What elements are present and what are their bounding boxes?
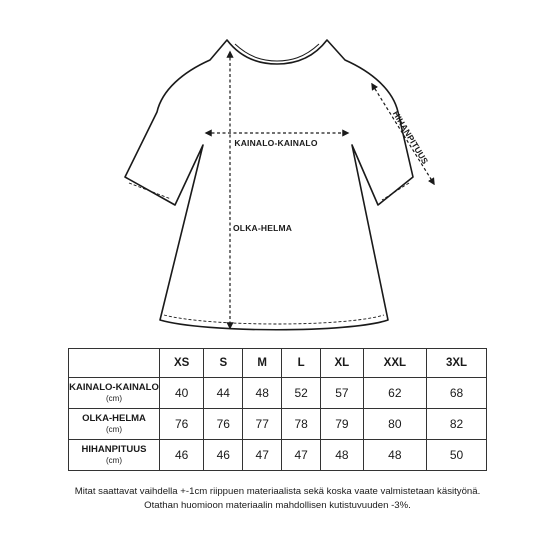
size-header: XL [321,349,364,378]
sleeve-label: HIHANPITUUS [390,109,431,166]
row-unit: (cm) [106,424,122,434]
size-header: XXL [363,349,426,378]
row-unit: (cm) [106,455,122,465]
table-cell: 57 [321,378,364,409]
row-label [69,440,160,471]
right-cuff-stitch [382,183,409,200]
table-cell: 48 [243,378,282,409]
measurement-note [0,485,555,513]
table-cell: 48 [363,440,426,471]
table-cell: 46 [204,440,243,471]
size-table [68,348,487,471]
table-cell: 68 [427,378,487,409]
size-header: S [204,349,243,378]
chest-label: KAINALO-KAINALO [234,138,318,148]
size-header-row [69,349,487,378]
table-cell: 79 [321,409,364,440]
hem-stitch [164,315,384,324]
row-label [69,378,160,409]
row-name: KAINALO-KAINALO [69,381,159,393]
table-row [69,440,487,471]
table-cell: 40 [160,378,204,409]
size-header: M [243,349,282,378]
note-line: Mitat saattavat vaihdella +-1cm riippuen materiaalista sekä koska vaate valmistetaan käsityönä. [74,486,481,497]
table-cell: 48 [321,440,364,471]
length-label: OLKA-HELMA [233,223,293,233]
row-unit: (cm) [106,393,122,403]
row-name: OLKA-HELMA [82,412,146,424]
table-cell: 77 [243,409,282,440]
table-row [69,378,487,409]
table-cell: 50 [427,440,487,471]
note-line: Otathan huomioon materiaalin mahdollisen kutistuvuuden -3%. [144,500,411,511]
dress-outline [125,40,413,330]
left-cuff-stitch [129,183,171,199]
neckline [235,44,319,61]
table-cell: 78 [282,409,321,440]
size-header: L [282,349,321,378]
table-cell: 47 [282,440,321,471]
table-cell: 46 [160,440,204,471]
table-cell: 82 [427,409,487,440]
row-name: HIHANPITUUS [81,443,147,455]
corner-cell [69,349,160,378]
table-cell: 47 [243,440,282,471]
table-cell: 52 [282,378,321,409]
table-cell: 80 [363,409,426,440]
size-header: XS [160,349,204,378]
table-cell: 44 [204,378,243,409]
table-cell: 76 [160,409,204,440]
table-cell: 62 [363,378,426,409]
table-cell: 76 [204,409,243,440]
row-label [69,409,160,440]
size-header: 3XL [427,349,487,378]
table-row [69,409,487,440]
